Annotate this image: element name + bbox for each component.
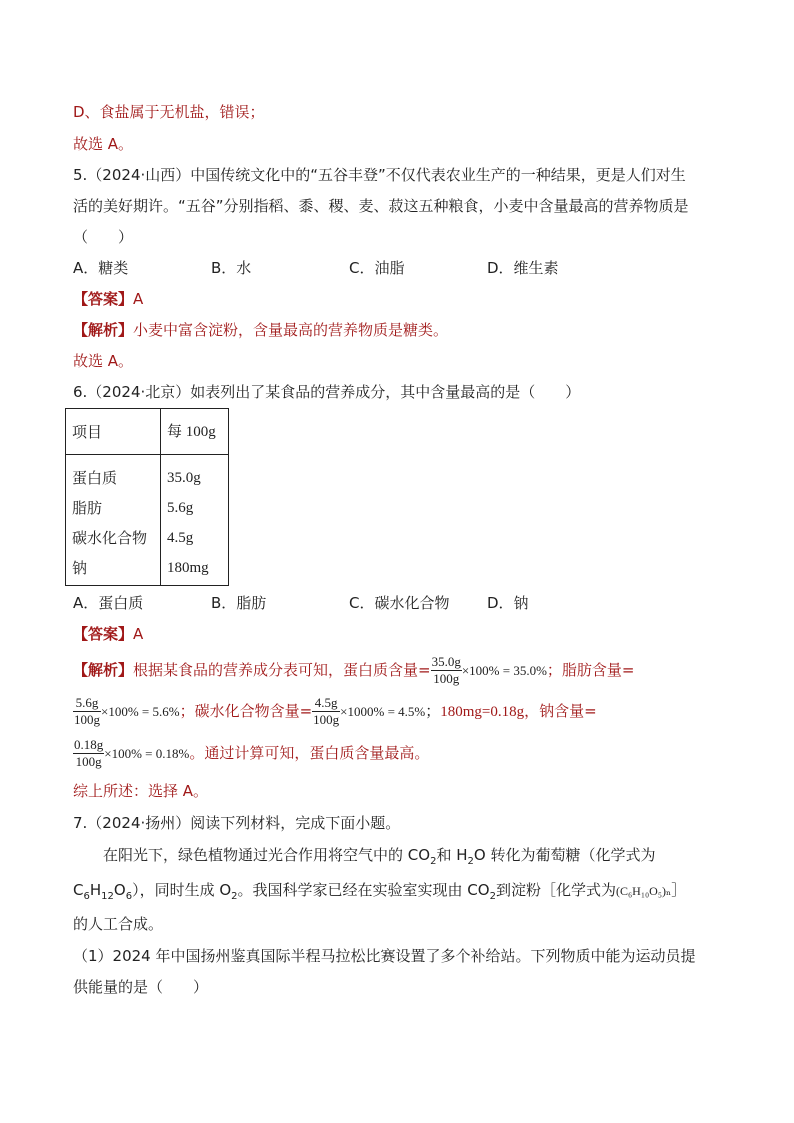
option-d: D．维生素 (487, 259, 559, 277)
question-5-stem: 5.（2024·山西）中国传统文化中的“五谷丰登”不仅代表农业生产的一种结果，更是人们对生 (73, 166, 686, 184)
option-a: A．蛋白质 (73, 594, 144, 612)
table-item: 碳水化合物 (72, 529, 148, 547)
table-value: 35.0g (167, 470, 201, 486)
explanation-text: ，钠含量= (524, 702, 597, 720)
sub-question-1: 供能量的是（ ） (73, 978, 209, 996)
answer-tag: 【答案】 (73, 290, 134, 308)
text-line: D、食盐属于无机盐，错误； (73, 103, 265, 121)
option-d: D．钠 (487, 594, 529, 612)
question-7-stem: 7.（2024·扬州）阅读下列材料，完成下面小题。 (73, 814, 401, 832)
option-b: B．水 (211, 259, 252, 277)
question-6-stem: 6.（2024·北京）如表列出了某食品的营养成分，其中含量最高的是（ ） (73, 383, 581, 401)
table-value: 5.6g (167, 500, 194, 516)
explanation-text: 小麦中富含淀粉，含量最高的营养物质是糖类。 (133, 321, 449, 339)
explanation-tag: 【解析】 (73, 321, 134, 339)
equation-result: ×100% = 35.0% (461, 663, 547, 678)
explanation-text: ；脂肪含量= (546, 661, 635, 679)
table-values-cell (161, 455, 229, 586)
explanation-line (73, 735, 429, 772)
table-item: 蛋白质 (72, 469, 118, 487)
material-paragraph: 在阳光下，绿色植物通过光合作用将空气中的 $CO_2$和 $H_2O$ 转化为葡萄糖（化学式为 (103, 846, 656, 867)
explanation-text: 。通过计算可知，蛋白质含量最高。 (189, 744, 430, 762)
fraction: $\frac{5.6g}{100g}$ (74, 695, 100, 727)
fraction: $\frac{4.5g}{100g}$ (313, 695, 340, 727)
answer-line (73, 624, 143, 644)
nutrition-table (65, 408, 229, 586)
text-line: 故选 A。 (73, 135, 134, 153)
explanation-text: ；碳水化合物含量= (179, 702, 313, 720)
starch-formula: (C₆H₁₀O₅)ₙ (615, 884, 672, 898)
material-paragraph: $C_6H_{12}O_6$），同时生成 $O_2$。我国科学家已经在实验室实现由 $CO_2$到淀粉［化学式为(C₆H₁₀O₅)ₙ］ (73, 881, 687, 902)
explanation-tag: 【解析】 (73, 661, 134, 679)
answer-value: A (133, 625, 144, 643)
equation-result: ×1000% = 4.5% (340, 704, 426, 719)
unit-conversion: 180mg=0.18g (440, 704, 525, 720)
explanation-text: 根据某食品的营养成分表可知，蛋白质含量= (133, 661, 431, 679)
sub-question-1: （1）2024 年中国扬州鉴真国际半程马拉松比赛设置了多个补给站。下列物质中能为运动员提 (73, 947, 696, 965)
explanation-line (73, 652, 635, 689)
answer-line (73, 289, 143, 309)
option-c: C．碳水化合物 (349, 594, 450, 612)
answer-tag: 【答案】 (73, 625, 134, 643)
answer-value: A (133, 290, 144, 308)
option-c: C．油脂 (349, 259, 405, 277)
table-header-item: 项目 (66, 409, 161, 455)
material-paragraph: 的人工合成。 (73, 915, 164, 933)
option-b: B．脂肪 (211, 594, 267, 612)
explanation-line (73, 320, 448, 340)
explanation-text: ； (425, 702, 441, 720)
explanation-line (73, 693, 597, 730)
text-line: 综上所述：选择 A。 (73, 782, 209, 800)
fraction: $\frac{35.0g}{100g}$ (431, 654, 461, 686)
table-value: 4.5g (167, 530, 194, 546)
fraction: $\frac{0.18g}{100g}$ (74, 737, 104, 769)
table-item: 脂肪 (72, 499, 103, 517)
table-items-cell (66, 455, 161, 586)
table-item: 钠 (72, 559, 88, 577)
table-value: 180mg (167, 560, 209, 576)
equation-result: ×100% = 0.18% (104, 746, 190, 761)
option-a: A．糖类 (73, 259, 129, 277)
question-5-stem: 活的美好期许。“五谷”分别指稻、黍、稷、麦、菽这五种粮食，小麦中含量最高的营养物质是 (73, 197, 689, 215)
table-header-value: 每 100g (161, 409, 229, 455)
question-5-stem: （ ） (73, 228, 134, 246)
equation-result: ×100% = 5.6% (101, 704, 180, 719)
text-line: 故选 A。 (73, 352, 134, 370)
